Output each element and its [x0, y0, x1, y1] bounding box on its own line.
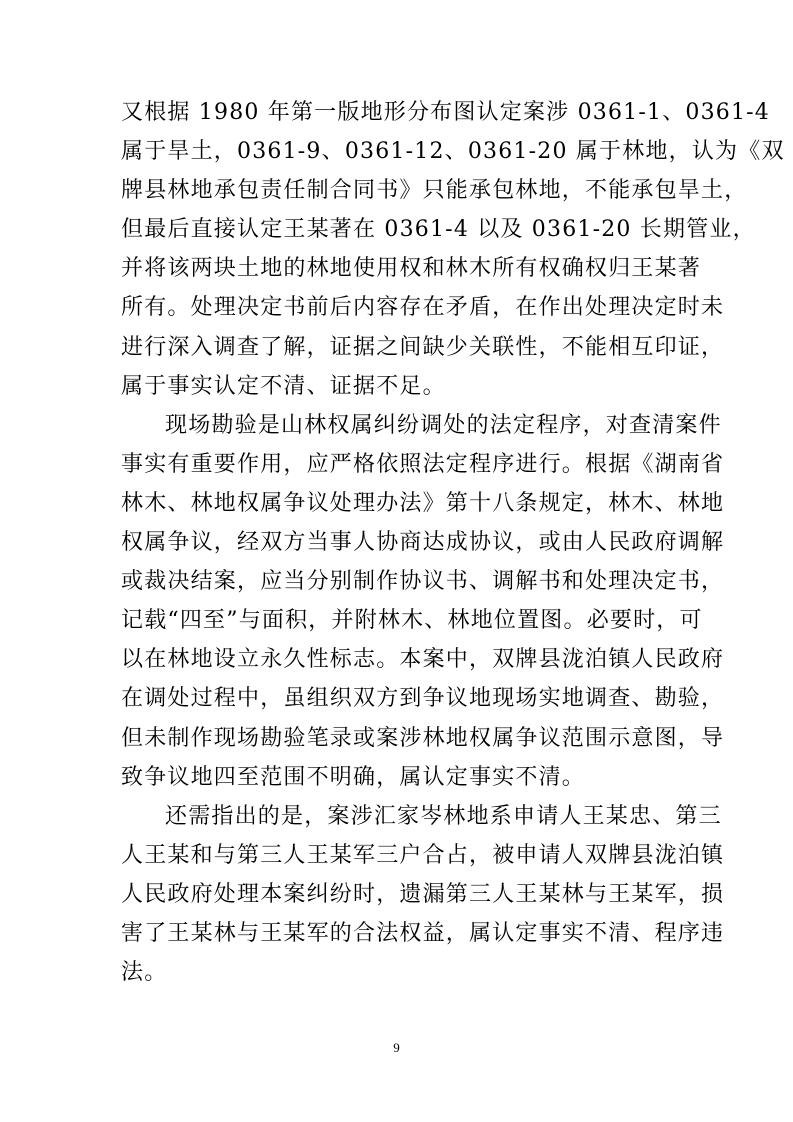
text-line: 记载“四至”与面积，并附林木、林地位置图。必要时，可	[121, 608, 703, 634]
body-text	[121, 93, 785, 992]
text-line: 致争议地四至范围不明确，属认定事实不清。	[121, 764, 586, 790]
text-line: 人王某和与第三人王某军三户合占，被申请人双牌县泷泊镇	[121, 842, 725, 868]
text-line: 事实有重要作用，应严格依照法定程序进行。根据《湖南省	[121, 451, 725, 477]
text-line: 牌县林地承包责任制合同书》只能承包林地，不能承包旱土，	[121, 178, 748, 204]
text-line: 人民政府处理本案纠纷时，遗漏第三人王某林与王某军，损	[121, 881, 725, 907]
text-line: 属于事实认定不清、证据不足。	[121, 373, 446, 399]
text-line: 进行深入调查了解，证据之间缺少关联性，不能相互印证，	[121, 334, 725, 360]
text-line: 但最后直接认定王某著在 0361-4 以及 0361-20 长期管业，	[121, 217, 756, 243]
text-line: 在调处过程中，虽组织双方到争议地现场实地调查、勘验，	[121, 686, 725, 712]
text-line: 又根据 1980 年第一版地形分布图认定案涉 0361-1、0361-4	[121, 100, 771, 125]
text-line: 但未制作现场勘验笔录或案涉林地权属争议范围示意图，导	[121, 725, 725, 751]
text-line: 或裁决结案，应当分别制作协议书、调解书和处理决定书，	[121, 569, 725, 595]
page-number: 9	[393, 1040, 400, 1055]
text-line: 并将该两块土地的林地使用权和林木所有权确权归王某著	[121, 256, 702, 282]
text-line: 林木、林地权属争议处理办法》第十八条规定，林木、林地	[121, 490, 725, 516]
paragraph-first-line: 现场勘验是山林权属纠纷调处的法定程序，对查清案件	[165, 412, 722, 438]
text-line: 所有。处理决定书前后内容存在矛盾，在作出处理决定时未	[121, 295, 725, 321]
text-line: 权属争议，经双方当事人协商达成协议，或由人民政府调解	[121, 530, 725, 556]
text-line: 以在林地设立永久性标志。本案中，双牌县泷泊镇人民政府	[121, 647, 725, 673]
paragraph-first-line: 还需指出的是，案涉汇家岑林地系申请人王某忠、第三	[165, 803, 722, 829]
text-line: 属于旱土，0361-9、0361-12、0361-20 属于林地，认为《双	[121, 139, 785, 165]
text-line: 害了王某林与王某军的合法权益，属认定事实不清、程序违	[121, 920, 725, 946]
text-line: 法。	[121, 960, 168, 986]
